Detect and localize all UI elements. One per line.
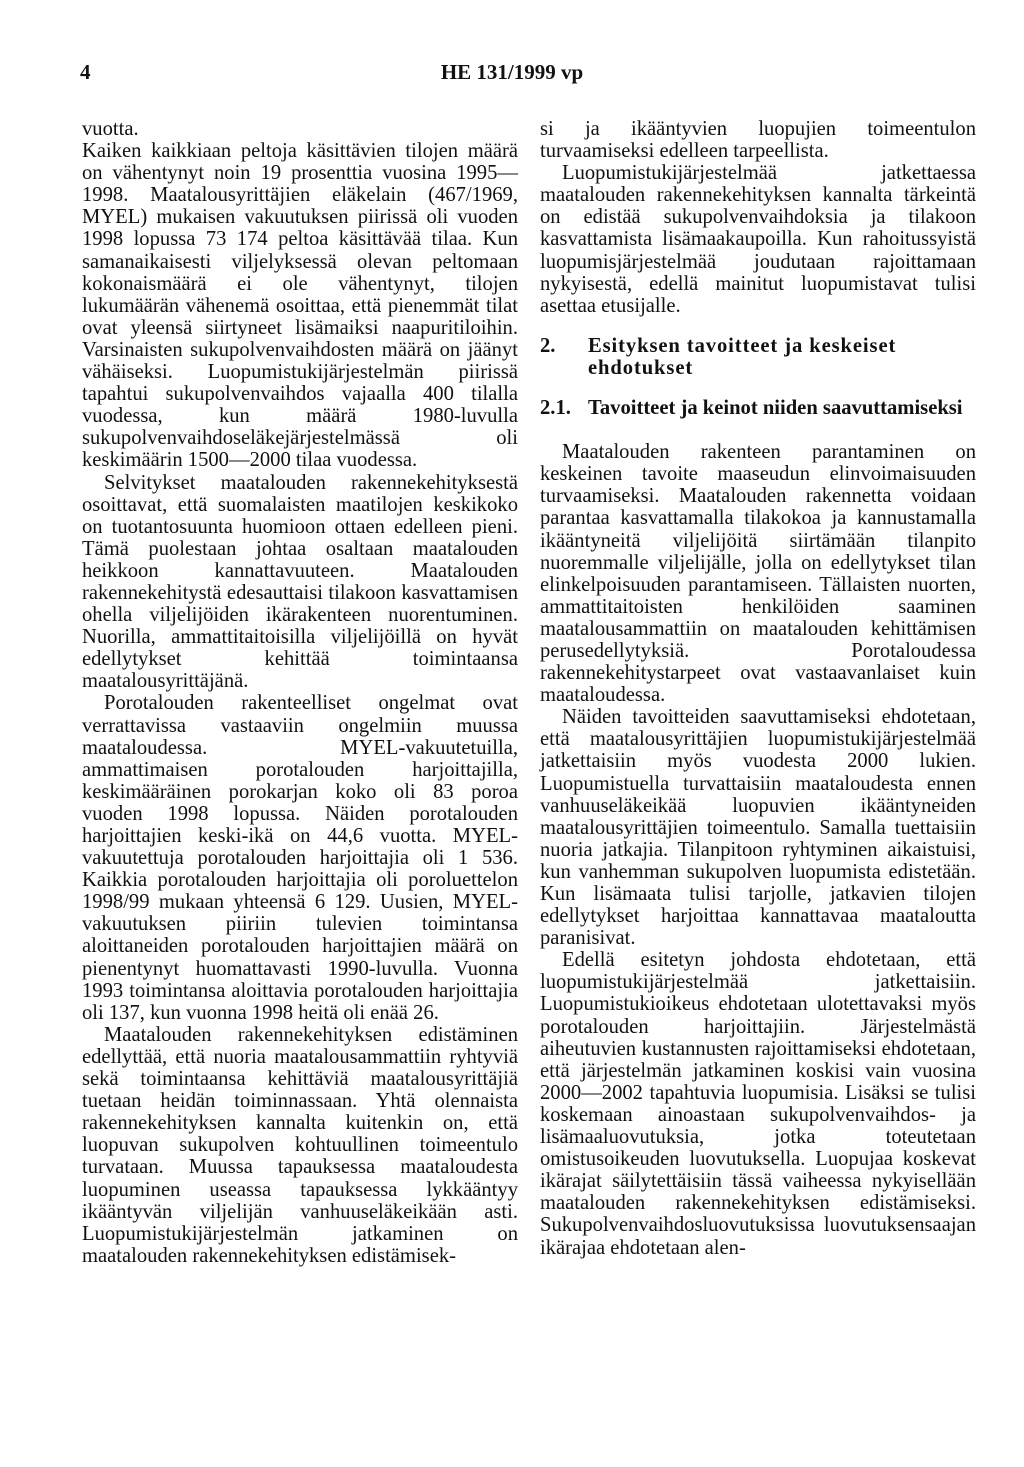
section-title: Esityksen tavoitteet ja keskeiset ehdotukset	[588, 334, 897, 379]
paragraph: Edellä esitetyn johdosta ehdotetaan, että luopumistukijärjestelmää jatkettaisiin. Luopumistukioikeus ehdotetaan ulotettavaksi myös porotalouden harjoittajiin. Järjestelmästä aiheutuvien kustannusten rajoittamiseksi ehdotetaan, että järjestelmän jatkaminen koskisi vain vuosina 2000—2002 tapahtuvia luopumisia. Lisäksi se tulisi koskemaan ainoastaan sukupolvenvaihdos- ja lisämaaluovutuksia, jotka toteutetaan omistusoikeuden luovutuksella. Luopujaa koskevat ikärajat säilytettäisiin tässä vaiheessa nykyisellään maatalouden rakennekehityksen edistämiseksi. Sukupolvenvaihdosluovutuksissa luovutuksensaajan ikärajaa ehdotetaan alen-	[540, 949, 976, 1259]
paragraph: Maatalouden rakenteen parantaminen on keskeinen tavoite maaseudun elinvoimaisuuden turvaamiseksi. Maatalouden rakennetta voidaan parantaa kasvattamalla tilakokoa ja kannustamalla ikääntyneitä viljelijöitä siirtämään tilanpito nuoremmalle viljelijälle, jolla on edellytykset tilan elinkelpoisuuden parantamiseen. Tällaisten nuorten, ammattitaitoisten henkilöiden saaminen maatalousammattiin on maatalouden kehittämisen perusedellytyksiä. Porotaloudessa rakennekehitystarpeet ovat vastaavanlaiset kuin maataloudessa.	[540, 441, 976, 707]
paragraph: vuotta.	[82, 118, 139, 140]
section-heading-2-1	[540, 397, 976, 419]
paragraph: Porotalouden rakenteelliset ongelmat ovat verrattavissa vastaaviin ongelmiin muussa maataloudessa. MYEL-vakuutetuilla, ammattimaisen porotalouden harjoittajilla, keskimääräinen porokarjan koko oli 83 poroa vuoden 1998 lopussa. Näiden porotalouden harjoittajien keski-ikä on 44,6 vuotta. MYEL-vakuutettuja porotalouden harjoittajia oli 1 536. Kaikkia porotalouden harjoittajia oli poroluettelon 1998/99 mukaan yhteensä 6 129. Uusien, MYEL-vakuutuksen piiriin tulevien toimintansa aloittaneiden porotalouden harjoittajien määrä on pienentynyt huomattavasti 1990-luvulla. Vuonna 1993 toimintansa aloittavia porotalouden harjoittajia oli 137, kun vuonna 1998 heitä oli enää 26.	[82, 692, 518, 1024]
paragraph: Selvitykset maatalouden rakennekehityksestä osoittavat, että suomalaisten maatilojen keskikoko on tuotantosuunta huomioon ottaen edelleen pieni. Tämä puolestaan johtaa osaltaan maatalouden heikkoon kannattavuuteen. Maatalouden rakennekehitystä edesauttaisi tilakoon kasvattamisen ohella viljelijöiden ikärakenteen nuorentuminen. Nuorilla, ammattitaitoisilla viljelijöillä on hyvät edellytykset kehittää toimintaansa maatalousyrittäjänä.	[82, 471, 518, 693]
section-number: 2.1.	[540, 397, 571, 420]
paragraph: Maatalouden rakennekehityksen edistäminen edellyttää, että nuoria maatalousammattiin ryhtyviä sekä toimintaansa kehittäviä maatalousyrittäjiä tuetaan heidän toiminnassaan. Yhtä olennaista rakennekehityksen kannalta kuitenkin on, että luopuvan sukupolven kohtuullinen toimeentulo turvataan. Muussa tapauksessa maataloudesta luopuminen useassa tapauksessa lykkääntyy ikääntyvän viljelijän vanhuuseläkeikään asti. Luopumistukijärjestelmän jatkaminen on maatalouden rakennekehityksen edistämisek-	[82, 1023, 518, 1267]
left-column	[82, 118, 518, 1267]
paragraph: si ja ikääntyvien luopujien toimeentulon turvaamiseksi edelleen tarpeellista.	[540, 118, 976, 163]
paragraph: Luopumistukijärjestelmää jatkettaessa maatalouden rakennekehityksen kannalta tärkeintä on edistää sukupolvenvaihdoksia ja tilakoon kasvattamista lisämaakaupoilla. Kun rahoitussyistä luopumisjärjestelmää joudutaan rajoittamaan nykyisestä, edellä mainitut luopumistavat tulisi asettaa etusijalle.	[540, 162, 976, 317]
section-title: Tavoitteet ja keinot niiden saavuttamiseksi	[588, 397, 963, 420]
section-heading-2	[540, 335, 976, 379]
page-number: 4	[80, 60, 91, 84]
running-head: HE 131/1999 vp	[440, 60, 584, 84]
paragraph: Kaiken kaikkiaan peltoja käsittävien tilojen määrä on vähentynyt noin 19 prosenttia vuosina 1995—1998. Maatalousyrittäjien eläkelain (467/1969, MYEL) mukaisen vakuutuksen piirissä oli vuoden 1998 lopussa 73 174 peltoa käsittävää tilaa. Kun samanaikaisesti viljelyksessä olevan peltomaan kokonaismäärä ei ole vähentynyt, tilojen lukumäärän vähenemä osoittaa, että pienemmät tilat ovat yleensä siirtyneet lisämaiksi naapuritiloihin. Varsinaisten sukupolvenvaihdosten määrä on jäänyt vähäiseksi. Luopumistukijärjestelmän piirissä tapahtui sukupolvenvaihdos vajaalla 400 tilalla vuodessa, kun määrä 1980-luvulla sukupolvenvaihdoseläkejärjestelmässä oli keskimäärin 1500—2000 tilaa vuodessa.	[82, 140, 518, 472]
paragraph: Näiden tavoitteiden saavuttamiseksi ehdotetaan, että maatalousyrittäjien luopumistukijärjestelmää jatkettaisiin myös vuodesta 2000 lukien. Luopumistuella turvattaisiin maataloudesta ennen vanhuuseläkeikää luopuvien ikääntyneiden maatalousyrittäjien toimeentulo. Samalla tuettaisiin nuoria jatkajia. Tilanpitoon ryhtyminen aikaistuisi, kun vanhemman sukupolven luopumista edistetään. Kun lisämaata tulisi tarjolle, jatkavien tilojen edellytykset harjoittaa kannattavaa maataloutta paranisivat.	[540, 706, 976, 950]
right-column	[540, 118, 976, 1259]
section-number: 2.	[540, 334, 556, 357]
